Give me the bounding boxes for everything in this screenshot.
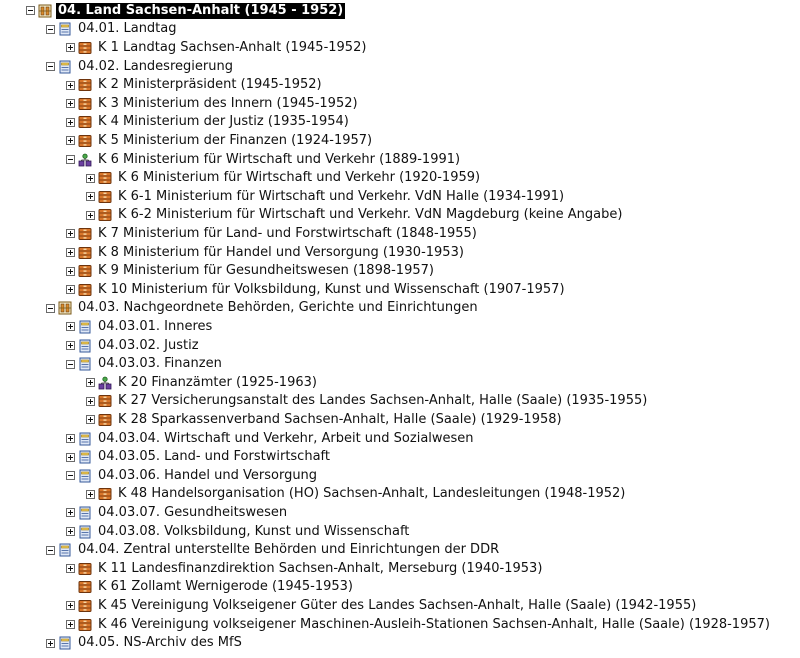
tree-item-label[interactable]: 04.03.03. Finanzen [98, 356, 222, 372]
tree-item[interactable] [66, 504, 289, 523]
fonds-icon [78, 283, 92, 297]
tree-item[interactable] [26, 2, 345, 21]
tree-item[interactable] [66, 597, 698, 616]
tree-item[interactable] [66, 281, 567, 300]
tree-item[interactable] [66, 560, 544, 579]
tree-item-label[interactable]: 04.03.07. Gesundheitswesen [98, 504, 288, 520]
collapse-toggle[interactable] [66, 155, 75, 164]
collapse-toggle[interactable] [46, 25, 55, 34]
tree-item[interactable] [86, 392, 649, 411]
fonds-icon [78, 618, 92, 632]
collapse-toggle[interactable] [66, 471, 75, 480]
tree-item[interactable] [66, 113, 351, 132]
tree-item-label[interactable]: 04.03.06. Handel und Versorgung [98, 467, 318, 483]
tree-item-label[interactable]: 04.03.04. Wirtschaft und Verkehr, Arbeit und Sozialwesen [98, 430, 474, 446]
fonds-icon [98, 413, 112, 427]
expand-toggle[interactable] [66, 285, 75, 294]
tree-item-label[interactable]: K 61 Zollamt Wernigerode (1945-1953) [98, 579, 353, 595]
tree-item-label[interactable]: K 3 Ministerium des Innern (1945-1952) [98, 95, 358, 111]
folder-classification-icon [78, 357, 92, 371]
fonds-icon [78, 580, 92, 594]
tree-item-label[interactable]: 04.01. Landtag [78, 21, 177, 37]
collapse-toggle[interactable] [66, 360, 75, 369]
fonds-group-icon [78, 153, 92, 167]
expand-toggle[interactable] [66, 453, 75, 462]
tree-item[interactable] [66, 132, 374, 151]
fonds-icon [78, 562, 92, 576]
expand-toggle[interactable] [86, 490, 95, 499]
tree-item-label[interactable]: 04.03. Nachgeordnete Behörden, Gerichte und Einrichtungen [78, 300, 478, 316]
tree-item-label[interactable]: K 6 Ministerium für Wirtschaft und Verkehr (1920-1959) [118, 170, 481, 186]
expand-toggle[interactable] [66, 43, 75, 52]
tree-item-label[interactable]: K 20 Finanzämter (1925-1963) [118, 374, 317, 390]
expand-toggle[interactable] [66, 620, 75, 629]
tree-item-label[interactable]: K 8 Ministerium für Handel und Versorgung (1930-1953) [98, 244, 464, 260]
folder-classification-icon [58, 636, 72, 650]
expand-toggle[interactable] [66, 81, 75, 90]
archive-group-icon [58, 301, 72, 315]
fonds-icon [78, 264, 92, 278]
folder-classification-icon [78, 339, 92, 353]
expand-toggle[interactable] [66, 229, 75, 238]
fonds-group-icon [98, 376, 112, 390]
fonds-icon [78, 78, 92, 92]
expand-toggle[interactable] [66, 434, 75, 443]
expand-toggle[interactable] [66, 136, 75, 145]
tree-item-label[interactable]: K 4 Ministerium der Justiz (1935-1954) [98, 114, 349, 130]
expand-toggle[interactable] [66, 118, 75, 127]
tree-item-label[interactable]: 04.05. NS-Archiv des MfS [78, 635, 242, 651]
tree-item[interactable] [66, 448, 332, 467]
expand-toggle[interactable] [86, 192, 95, 201]
expand-toggle[interactable] [86, 174, 95, 183]
tree-item[interactable] [66, 318, 214, 337]
tree-item-label[interactable]: K 27 Versicherungsanstalt des Landes Sachsen-Anhalt, Halle (Saale) (1935-1955) [118, 393, 648, 409]
fonds-icon [78, 134, 92, 148]
folder-classification-icon [78, 469, 92, 483]
tree-item-label[interactable]: K 28 Sparkassenverband Sachsen-Anhalt, Halle (Saale) (1929-1958) [118, 411, 562, 427]
tree-item[interactable] [86, 206, 624, 225]
folder-classification-icon [58, 22, 72, 36]
tree-item[interactable] [66, 95, 360, 114]
tree-item[interactable] [66, 522, 411, 541]
tree-item[interactable] [66, 262, 436, 281]
fonds-icon [78, 246, 92, 260]
expand-toggle[interactable] [66, 341, 75, 350]
expand-toggle[interactable] [46, 639, 55, 648]
fonds-icon [78, 97, 92, 111]
tree-item-label[interactable]: K 7 Ministerium für Land- und Forstwirtschaft (1848-1955) [98, 225, 477, 241]
folder-classification-icon [78, 525, 92, 539]
expand-toggle[interactable] [66, 508, 75, 517]
tree-item[interactable] [66, 355, 224, 374]
tree-item[interactable] [66, 39, 368, 58]
tree-item[interactable] [66, 578, 355, 597]
tree-item[interactable] [46, 299, 480, 318]
expand-toggle[interactable] [86, 415, 95, 424]
folder-classification-icon [78, 432, 92, 446]
fonds-icon [78, 41, 92, 55]
tree-item-label[interactable]: K 6-1 Ministerium für Wirtschaft und Verkehr. VdN Halle (1934-1991) [118, 188, 565, 204]
tree-item-label[interactable]: K 48 Handelsorganisation (HO) Sachsen-Anhalt, Landesleitungen (1948-1952) [118, 486, 626, 502]
fonds-icon [78, 227, 92, 241]
tree-item-label[interactable]: 04.03.05. Land- und Forstwirtschaft [98, 449, 330, 465]
tree-item[interactable] [66, 243, 466, 262]
tree-item-label[interactable]: 04.03.08. Volksbildung, Kunst und Wissenschaft [98, 523, 410, 539]
tree-item[interactable] [46, 634, 244, 653]
tree-item[interactable] [86, 169, 482, 188]
fonds-icon [98, 394, 112, 408]
tree-item-label[interactable]: 04.04. Zentral unterstellte Behörden und Einrichtungen der DDR [78, 542, 500, 558]
folder-classification-icon [58, 543, 72, 557]
tree-item[interactable] [86, 374, 319, 393]
tree-item-label[interactable]: K 46 Vereinigung volkseigener Maschinen-Ausleih-Stationen Sachsen-Anhalt, Halle (Saale) (1928-1957) [98, 616, 770, 632]
tree-item[interactable] [66, 615, 772, 634]
tree-item-label[interactable]: K 45 Vereinigung Volkseigener Güter des Landes Sachsen-Anhalt, Halle (Saale) (1942-1955) [98, 597, 697, 613]
tree-item[interactable] [86, 188, 566, 207]
archive-group-icon [38, 4, 52, 18]
fonds-icon [98, 487, 112, 501]
tree-item[interactable] [66, 336, 201, 355]
collapse-toggle[interactable] [46, 62, 55, 71]
tree-item-label[interactable]: K 5 Ministerium der Finanzen (1924-1957) [98, 132, 373, 148]
collapse-toggle[interactable] [26, 6, 35, 15]
tree-item[interactable] [66, 76, 324, 95]
expand-toggle[interactable] [66, 248, 75, 257]
tree-item[interactable] [66, 429, 476, 448]
tree-item[interactable] [66, 467, 319, 486]
toggle-spacer [66, 583, 75, 592]
fonds-icon [98, 208, 112, 222]
folder-classification-icon [78, 506, 92, 520]
tree-item[interactable] [66, 150, 462, 169]
expand-toggle[interactable] [66, 564, 75, 573]
expand-toggle[interactable] [66, 601, 75, 610]
tree-item-label[interactable]: K 6 Ministerium für Wirtschaft und Verkehr (1889-1991) [98, 151, 461, 167]
tree-item-label[interactable]: 04.03.01. Inneres [98, 318, 213, 334]
fonds-icon [98, 190, 112, 204]
tree-item[interactable] [86, 485, 627, 504]
tree-item-label[interactable]: K 9 Ministerium für Gesundheitswesen (1898-1957) [98, 263, 434, 279]
tree-item-label[interactable]: K 2 Ministerpräsident (1945-1952) [98, 77, 322, 93]
tree-item-label[interactable]: 04.03.02. Justiz [98, 337, 199, 353]
expand-toggle[interactable] [86, 378, 95, 387]
tree-item[interactable] [46, 20, 179, 39]
tree-item-label[interactable]: K 11 Landesfinanzdirektion Sachsen-Anhalt, Merseburg (1940-1953) [98, 560, 543, 576]
fonds-icon [78, 599, 92, 613]
expand-toggle[interactable] [66, 527, 75, 536]
expand-toggle[interactable] [66, 322, 75, 331]
collapse-toggle[interactable] [46, 304, 55, 313]
tree-item[interactable] [66, 225, 479, 244]
tree-item-label[interactable]: K 6-2 Ministerium für Wirtschaft und Verkehr. VdN Magdeburg (keine Angabe) [118, 207, 623, 223]
tree-item-label[interactable]: 04. Land Sachsen-Anhalt (1945 - 1952) [58, 2, 344, 18]
folder-classification-icon [78, 450, 92, 464]
fonds-icon [98, 171, 112, 185]
folder-classification-icon [58, 60, 72, 74]
tree-item-label[interactable]: K 10 Ministerium für Volksbildung, Kunst und Wissenschaft (1907-1957) [98, 281, 565, 297]
expand-toggle[interactable] [86, 211, 95, 220]
tree-item[interactable] [46, 541, 501, 560]
folder-classification-icon [78, 320, 92, 334]
expand-toggle[interactable] [86, 397, 95, 406]
collapse-toggle[interactable] [46, 546, 55, 555]
tree-item[interactable] [46, 57, 235, 76]
fonds-icon [78, 115, 92, 129]
tree-item-label[interactable]: K 1 Landtag Sachsen-Anhalt (1945-1952) [98, 39, 367, 55]
expand-toggle[interactable] [66, 99, 75, 108]
tree-item-label[interactable]: 04.02. Landesregierung [78, 58, 233, 74]
expand-toggle[interactable] [66, 267, 75, 276]
tree-item[interactable] [86, 411, 564, 430]
